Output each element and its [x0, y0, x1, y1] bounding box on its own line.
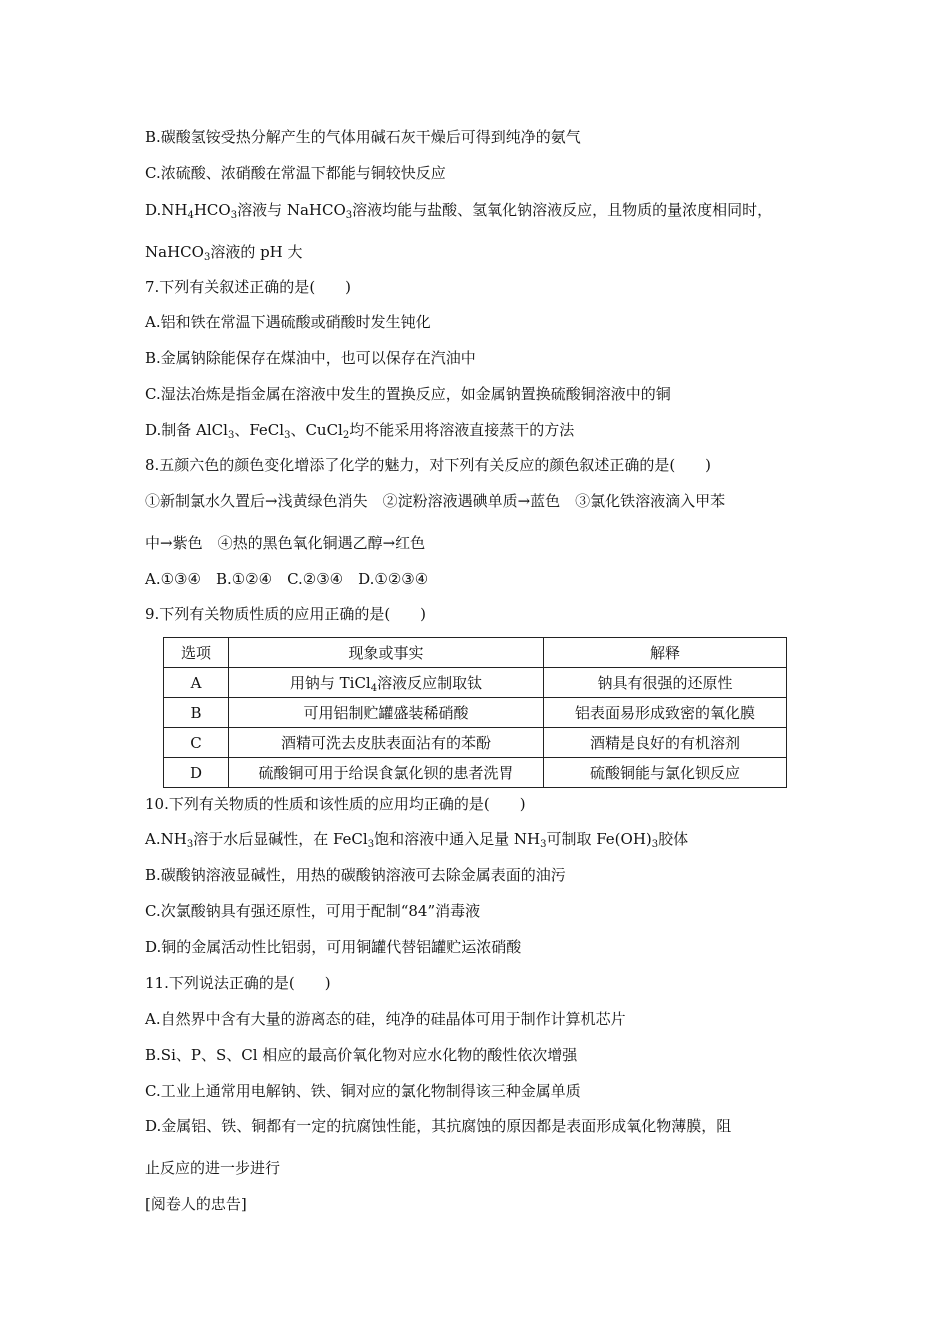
- table-cell-option: A: [164, 668, 229, 698]
- table-row: [164, 728, 787, 758]
- q10-option-d: D.铜的金属活动性比铝弱，可用铜罐代替铝罐贮运浓硝酸: [145, 938, 522, 956]
- q11-option-b: B.Si、P、S、Cl 相应的最高价氧化物对应水化物的酸性依次增强: [145, 1046, 578, 1064]
- q8-items-line1: ①新制氯水久置后→浅黄绿色消失 ②淀粉溶液遇碘单质→蓝色 ③氯化铁溶液滴入甲苯: [145, 492, 726, 510]
- q10-option-c: C.次氯酸钠具有强还原性，可用于配制“84”消毒液: [145, 902, 481, 920]
- q11-option-c: C.工业上通常用电解钠、铁、铜对应的氯化物制得该三种金属单质: [145, 1082, 581, 1100]
- q8-options: A.①③④ B.①②④ C.②③④ D.①②③④: [145, 570, 429, 588]
- q11-option-d-cont: 止反应的进一步进行: [145, 1159, 281, 1177]
- table-row: [164, 698, 787, 728]
- table-cell-reason: 钠具有很强的还原性: [544, 668, 787, 698]
- q6-option-c: C.浓硫酸、浓硝酸在常温下都能与铜较快反应: [145, 164, 446, 182]
- q10-option-b: B.碳酸钠溶液显碱性，用热的碳酸钠溶液可去除金属表面的油污: [145, 866, 566, 884]
- table-cell-reason: 酒精是良好的有机溶剂: [544, 728, 787, 758]
- table-header-option: 选项: [164, 638, 229, 668]
- table-cell-option: D: [164, 758, 229, 788]
- q8-stem: 8.五颜六色的颜色变化增添了化学的魅力，对下列有关反应的颜色叙述正确的是( ): [145, 456, 712, 474]
- q6-option-d: $D.NH_4HCO_3$溶液与 NaHCO$_3$溶液均能与盐酸、氢氧化钠溶液反应，且物质的量浓度相同时，: [145, 201, 773, 221]
- q11-option-a: A.自然界中含有大量的游离态的硅，纯净的硅晶体可用于制作计算机芯片: [145, 1010, 626, 1028]
- table-cell-fact: 可用铝制贮罐盛装稀硝酸: [229, 698, 544, 728]
- q7-option-a: A.铝和铁在常温下遇硫酸或硝酸时发生钝化: [145, 313, 431, 331]
- table-cell-fact: 用钠与 TiCl$_4$溶液反应制取钛: [229, 668, 544, 698]
- q7-option-d: D.制备 AlCl$_3$、FeCl$_3$、CuCl$_2$均不能采用将溶液直接蒸干的方法: [145, 421, 575, 441]
- table-cell-option: B: [164, 698, 229, 728]
- q9-stem: 9.下列有关物质性质的应用正确的是( ): [145, 605, 427, 623]
- table-cell-fact: 酒精可洗去皮肤表面沾有的苯酚: [229, 728, 544, 758]
- table-header-row: [164, 638, 787, 668]
- table-header-fact: 现象或事实: [229, 638, 544, 668]
- q7-option-c: C.湿法冶炼是指金属在溶液中发生的置换反应，如金属钠置换硫酸铜溶液中的铜: [145, 385, 671, 403]
- q6-option-d-cont: NaHCO$_3$溶液的 pH 大: [145, 243, 303, 263]
- q7-option-b: B.金属钠除能保存在煤油中，也可以保存在汽油中: [145, 349, 476, 367]
- grader-advice-heading: [阅卷人的忠告]: [145, 1195, 247, 1213]
- table-cell-reason: 硫酸铜能与氯化钡反应: [544, 758, 787, 788]
- q11-stem: 11.下列说法正确的是( ): [145, 974, 331, 992]
- q10-stem: 10.下列有关物质的性质和该性质的应用均正确的是( ): [145, 795, 526, 813]
- q7-stem: 7.下列有关叙述正确的是( ): [145, 278, 352, 296]
- q10-option-a: $A.NH_3$溶于水后显碱性，在 FeCl$_3$饱和溶液中通入足量 $NH_3$可制取 $Fe(OH)_3$胶体: [145, 830, 689, 850]
- q9-table: [163, 637, 787, 788]
- table-header-reason: 解释: [544, 638, 787, 668]
- table-cell-reason: 铝表面易形成致密的氧化膜: [544, 698, 787, 728]
- q8-items-line2: 中→紫色 ④热的黑色氧化铜遇乙醇→红色: [145, 534, 426, 552]
- q6-option-b: B.碳酸氢铵受热分解产生的气体用碱石灰干燥后可得到纯净的氨气: [145, 128, 581, 146]
- table-cell-fact: 硫酸铜可用于给误食氯化钡的患者洗胃: [229, 758, 544, 788]
- table-row: [164, 668, 787, 698]
- table-row: [164, 758, 787, 788]
- table-cell-option: C: [164, 728, 229, 758]
- q11-option-d: D.金属铝、铁、铜都有一定的抗腐蚀性能，其抗腐蚀的原因都是表面形成氧化物薄膜，阻: [145, 1117, 732, 1135]
